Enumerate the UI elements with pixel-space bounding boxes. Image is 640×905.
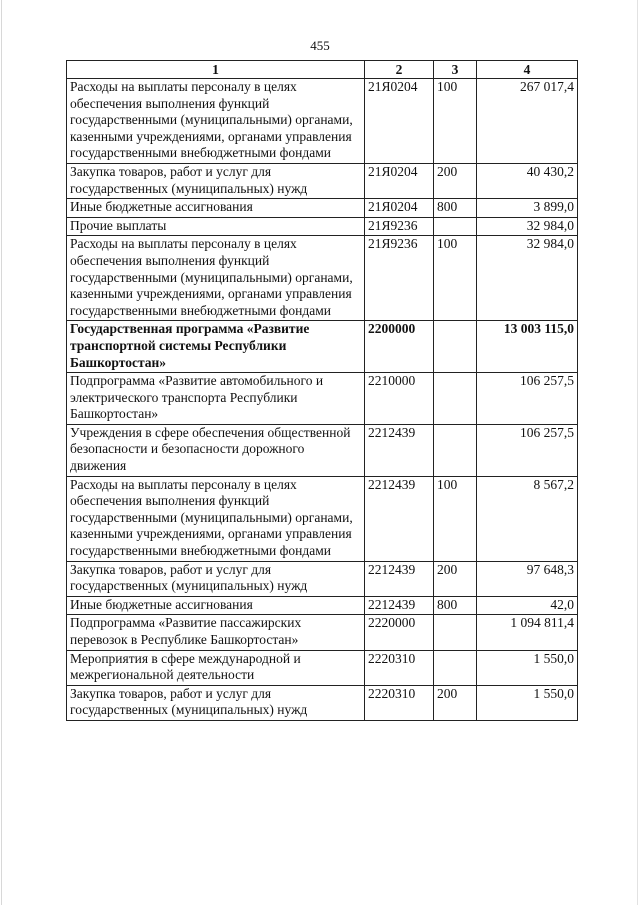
row-name: Учреждения в сфере обеспечения общественной безопасности и безопасности дорожного движения [67,424,365,476]
row-amount: 106 257,5 [477,424,578,476]
row-expense-type [434,373,477,425]
table-row [67,615,578,650]
row-amount: 1 094 811,4 [477,615,578,650]
row-amount: 42,0 [477,596,578,615]
row-name: Подпрограмма «Развитие пассажирских перевозок в Республике Башкортостан» [67,615,365,650]
table-row [67,79,578,164]
row-name: Государственная программа «Развитие транспортной системы Республики Башкортостан» [67,321,365,373]
row-expense-type: 200 [434,561,477,596]
column-header-amount: 4 [477,61,578,79]
row-name: Расходы на выплаты персоналу в целях обеспечения выполнения функций государственными (муниципальными) органами, казенными учреждениями, органами управления государственными внебюджетными фондами [67,79,365,164]
row-expense-type [434,615,477,650]
row-expense-type: 100 [434,79,477,164]
row-expense-type [434,650,477,685]
row-code: 2200000 [365,321,434,373]
row-expense-type: 800 [434,199,477,218]
row-code: 21Я9236 [365,217,434,236]
row-name: Закупка товаров, работ и услуг для государственных (муниципальных) нужд [67,163,365,198]
row-amount: 1 550,0 [477,685,578,720]
table-row [67,561,578,596]
row-expense-type [434,321,477,373]
row-amount: 40 430,2 [477,163,578,198]
row-amount: 8 567,2 [477,476,578,561]
row-amount: 3 899,0 [477,199,578,218]
budget-table [66,60,578,721]
row-code: 21Я0204 [365,199,434,218]
table-row [67,217,578,236]
row-amount: 32 984,0 [477,236,578,321]
row-name: Расходы на выплаты персоналу в целях обеспечения выполнения функций государственными (муниципальными) органами, казенными учреждениями, органами управления государственными внебюджетными фондами [67,236,365,321]
table-row [67,373,578,425]
row-name: Закупка товаров, работ и услуг для государственных (муниципальных) нужд [67,685,365,720]
column-header-name: 1 [67,61,365,79]
row-amount: 32 984,0 [477,217,578,236]
row-amount: 106 257,5 [477,373,578,425]
table-row [67,596,578,615]
table-row [67,163,578,198]
table-row [67,424,578,476]
row-name: Закупка товаров, работ и услуг для государственных (муниципальных) нужд [67,561,365,596]
row-code: 2220310 [365,685,434,720]
column-header-code: 2 [365,61,434,79]
table-row-program [67,321,578,373]
row-name: Прочие выплаты [67,217,365,236]
row-code: 2212439 [365,596,434,615]
row-code: 2212439 [365,424,434,476]
row-code: 2210000 [365,373,434,425]
row-expense-type: 100 [434,236,477,321]
scan-edge-left [1,0,2,905]
table-header-row [67,61,578,79]
scan-edge-right [637,0,638,905]
row-amount: 97 648,3 [477,561,578,596]
row-amount: 13 003 115,0 [477,321,578,373]
row-expense-type: 100 [434,476,477,561]
row-code: 21Я9236 [365,236,434,321]
table-row [67,199,578,218]
row-name: Иные бюджетные ассигнования [67,596,365,615]
row-code: 2220000 [365,615,434,650]
row-expense-type: 800 [434,596,477,615]
row-code: 2212439 [365,476,434,561]
table-row [67,236,578,321]
row-name: Подпрограмма «Развитие автомобильного и электрического транспорта Республики Башкортостан» [67,373,365,425]
column-header-type: 3 [434,61,477,79]
row-expense-type [434,424,477,476]
table-row [67,476,578,561]
row-name: Мероприятия в сфере международной и межрегиональной деятельности [67,650,365,685]
row-amount: 267 017,4 [477,79,578,164]
row-code: 2220310 [365,650,434,685]
row-name: Иные бюджетные ассигнования [67,199,365,218]
row-code: 21Я0204 [365,79,434,164]
page-number: 455 [310,38,330,53]
row-code: 2212439 [365,561,434,596]
row-expense-type [434,217,477,236]
row-code: 21Я0204 [365,163,434,198]
table-row [67,650,578,685]
row-expense-type: 200 [434,163,477,198]
row-name: Расходы на выплаты персоналу в целях обеспечения выполнения функций государственными (муниципальными) органами, казенными учреждениями, органами управления государственными внебюджетными фондами [67,476,365,561]
row-amount: 1 550,0 [477,650,578,685]
table-row [67,685,578,720]
row-expense-type: 200 [434,685,477,720]
